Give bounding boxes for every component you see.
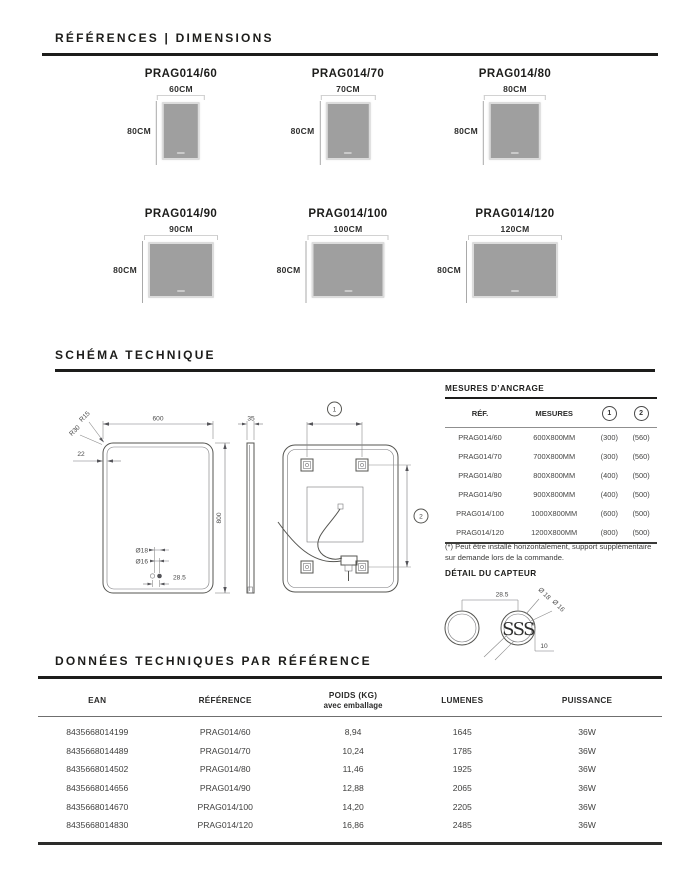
height-dim-line xyxy=(483,101,484,165)
height-dim-line xyxy=(142,241,143,303)
col-callout-2 xyxy=(625,399,657,428)
width-dim-line xyxy=(484,95,546,100)
product-ref: PRAG014/90 xyxy=(144,208,218,220)
anchor-measures-panel xyxy=(445,384,657,544)
col-ref: RÉF. xyxy=(445,399,515,428)
sensor-d18-dim: Ø 18 xyxy=(536,586,552,602)
front-edge-offset-dim: 22 xyxy=(77,451,85,458)
product-card-prag014-90 xyxy=(113,208,218,298)
schema-section-rule xyxy=(55,369,655,372)
mounting-bracket xyxy=(356,561,368,573)
height-dim-line xyxy=(306,241,307,303)
product-ref: PRAG014/120 xyxy=(475,208,555,220)
sensor-detail-drawing xyxy=(440,583,620,661)
product-width-label: 80CM xyxy=(503,84,527,94)
callout-1-badge xyxy=(328,402,342,416)
height-dim-line xyxy=(156,101,157,165)
product-width-label: 120CM xyxy=(500,224,530,234)
front-radius-outer-dim: R30 xyxy=(68,424,82,438)
references-section-rule xyxy=(42,53,658,56)
mounting-bracket xyxy=(301,459,313,471)
product-height-label: 80CM xyxy=(454,126,478,136)
height-dim-line xyxy=(466,241,467,303)
product-card-prag014-60 xyxy=(127,68,218,160)
tech-data-section-rule xyxy=(38,676,662,679)
col-ean: EAN xyxy=(38,684,157,717)
mirror-preview xyxy=(326,102,371,160)
product-width-label: 60CM xyxy=(169,84,193,94)
tech-data-table xyxy=(38,684,662,845)
sensor-wave-glyph: SSS xyxy=(502,619,534,640)
front-width-dim: 600 xyxy=(152,415,164,423)
product-ref: PRAG014/100 xyxy=(308,208,388,220)
callout-2-badge: 2 xyxy=(634,406,649,421)
mirror-preview xyxy=(312,242,385,298)
table-row: 8435668014830 PRAG014/120 16,86 2485 36W xyxy=(66,820,596,831)
rear-callout-1: 1 xyxy=(332,406,337,414)
anchor-measures-table xyxy=(445,399,657,544)
col-measures: MESURES xyxy=(515,399,593,428)
product-ref: PRAG014/80 xyxy=(478,68,552,80)
product-ref: PRAG014/60 xyxy=(144,68,218,80)
anchor-table-title: MESURES D’ANCRAGE xyxy=(445,384,545,393)
col-callout-1 xyxy=(593,399,625,428)
height-dim-line xyxy=(320,101,321,165)
callout-2-badge xyxy=(414,509,428,523)
mirror-preview xyxy=(472,242,558,298)
col-power: PUISSANCE xyxy=(512,684,662,717)
product-width-label: 100CM xyxy=(333,224,363,234)
table-row: PRAG014/60 600X800MM (300) (560) xyxy=(458,433,650,443)
mirror-preview xyxy=(162,102,200,160)
front-radius-inner-dim: R15 xyxy=(78,410,92,424)
rear-view-drawing xyxy=(278,402,428,592)
rear-callout-2: 2 xyxy=(419,513,423,521)
width-dim-line xyxy=(468,235,562,240)
col-lumens: LUMENES xyxy=(412,684,512,717)
product-card-prag014-100 xyxy=(276,208,389,298)
table-row: PRAG014/80 800X800MM (400) (500) xyxy=(458,471,650,481)
col-reference: RÉFÉRENCE xyxy=(157,684,294,717)
table-row: 8435668014502 PRAG014/80 11,46 1925 36W xyxy=(66,764,596,775)
product-height-label: 80CM xyxy=(276,265,301,275)
side-view-drawing xyxy=(238,416,263,594)
table-row: 8435668014199 PRAG014/60 8,94 1645 36W xyxy=(66,727,596,738)
side-depth-dim: 35 xyxy=(247,415,255,423)
front-height-dim: 800 xyxy=(216,512,223,524)
mounting-bracket xyxy=(356,459,368,471)
sensor-spacing-dim: 28.5 xyxy=(495,591,509,599)
product-card-prag014-80 xyxy=(454,68,552,160)
product-card-prag014-120 xyxy=(437,208,562,298)
front-sensor-d18-dim: Ø18 xyxy=(135,547,148,555)
product-height-label: 80CM xyxy=(290,126,315,136)
front-sensor-d16-dim: Ø16 xyxy=(135,558,148,566)
table-row: PRAG014/90 900X800MM (400) (500) xyxy=(458,490,650,500)
sensor-detail-title: DÉTAIL DU CAPTEUR xyxy=(445,569,537,578)
product-width-label: 70CM xyxy=(336,84,360,94)
width-dim-line xyxy=(321,95,376,100)
product-height-label: 80CM xyxy=(127,126,151,136)
references-section-title: RÉFÉRENCES | DIMENSIONS xyxy=(55,31,274,45)
product-ref: PRAG014/70 xyxy=(311,68,385,80)
table-row: PRAG014/100 1000X800MM (600) (500) xyxy=(456,509,650,519)
tech-data-section-title: DONNÉES TECHNIQUES PAR RÉFÉRENCE xyxy=(55,654,372,668)
table-row: 8435668014489 PRAG014/70 10,24 1785 36W xyxy=(66,745,596,756)
installation-footnote: (*) Peut être installé horizontalement, support supplémentaire sur demande lors de la commande. xyxy=(445,542,652,562)
product-card-prag014-70 xyxy=(290,68,385,160)
width-dim-line xyxy=(157,95,205,100)
width-dim-line xyxy=(308,235,389,240)
front-sensor-spacing-dim: 28.5 xyxy=(173,574,186,582)
col-weight: POIDS (KG) avec emballage xyxy=(294,684,413,717)
mounting-bracket xyxy=(301,561,313,573)
table-row: PRAG014/70 700X800MM (300) (560) xyxy=(458,452,650,462)
tech-table-header-row xyxy=(38,684,662,717)
anchor-table-header-row xyxy=(445,399,657,428)
product-height-label: 80CM xyxy=(113,265,137,275)
tech-data-panel xyxy=(38,684,662,845)
technical-drawing xyxy=(55,395,455,655)
mirror-preview xyxy=(148,242,214,298)
table-row: 8435668014656 PRAG014/90 12,88 2065 36W xyxy=(66,783,596,794)
width-dim-line xyxy=(144,235,218,240)
table-row: PRAG014/120 1200X800MM (800) (500) xyxy=(456,528,650,538)
product-height-label: 80CM xyxy=(437,265,461,275)
sensor-d16-dim: Ø 16 xyxy=(550,598,566,614)
sensor-offset-dim: 10 xyxy=(540,643,548,650)
schema-section-title: SCHÉMA TECHNIQUE xyxy=(55,348,216,362)
table-row: 8435668014670 PRAG014/100 14,20 2205 36W xyxy=(66,801,596,812)
front-view-drawing xyxy=(68,410,230,593)
callout-1-badge: 1 xyxy=(602,406,617,421)
product-width-label: 90CM xyxy=(169,224,193,234)
mirror-preview xyxy=(489,102,541,160)
